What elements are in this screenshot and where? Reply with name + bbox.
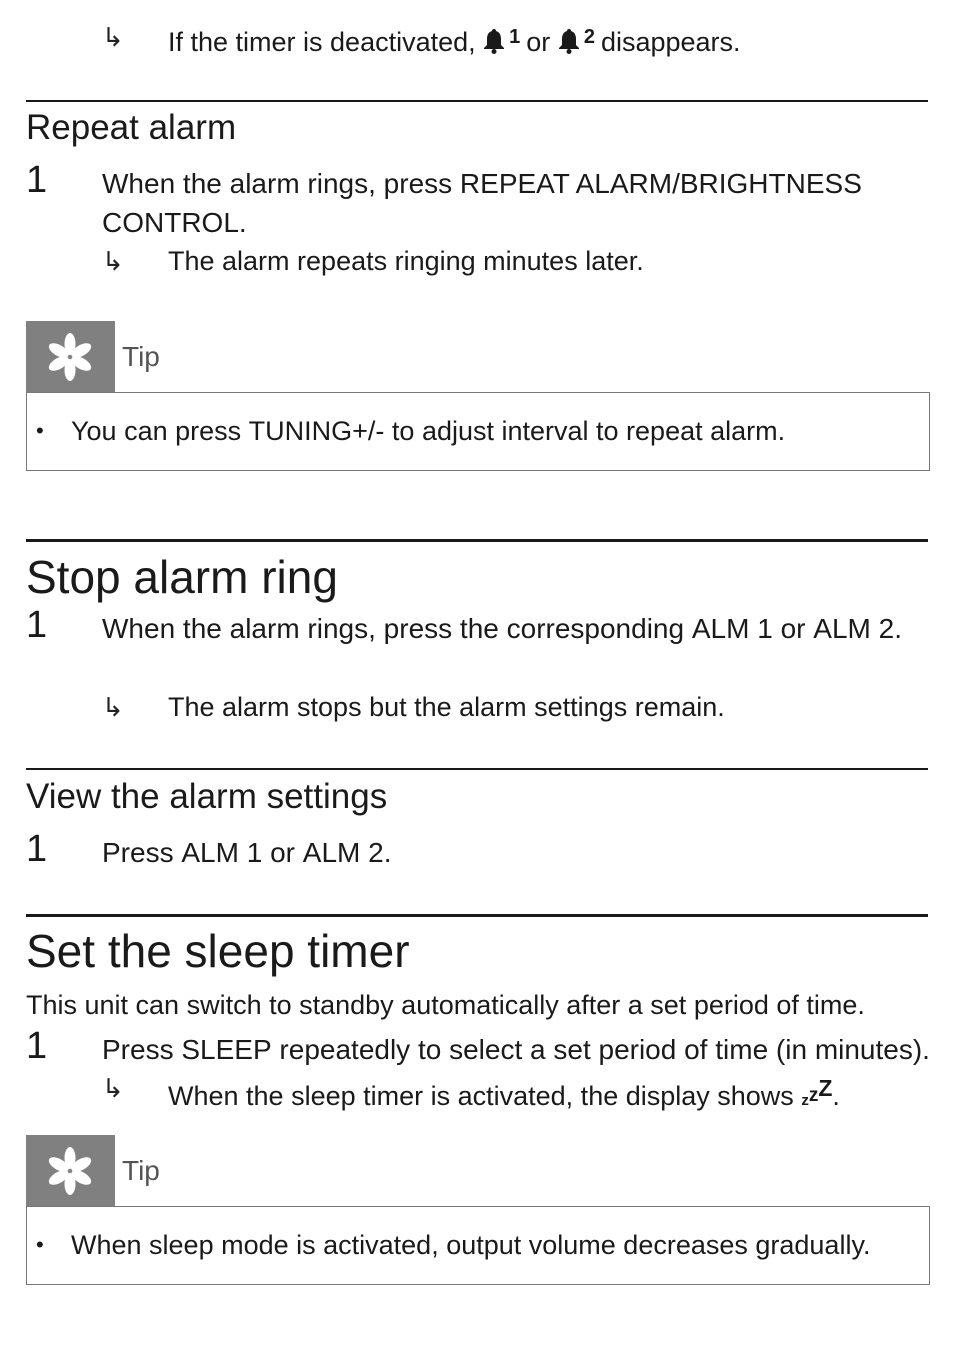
bullet: • [36,418,44,443]
step-number: 1 [26,604,48,646]
section-divider [26,914,928,917]
alarm1-number: 1 [509,26,521,48]
bell-icon [558,28,580,54]
step-number: 1 [26,828,48,870]
key-label: ALM 1 [181,837,263,868]
tip-text: You can press TUNING+/- to adjust interval to repeat alarm. [71,416,786,446]
result-arrow-icon: ↳ [102,1073,124,1103]
tip-header [26,1135,930,1207]
sleep-timer-intro: This unit can switch to standby automatically after a set period of time. [26,990,865,1020]
sleep-timer-heading: Set the sleep timer [26,925,410,977]
section-divider [26,539,928,542]
tip-label: Tip [122,341,160,372]
tip-box [26,1206,930,1285]
result-arrow-icon: ↳ [102,246,124,276]
key-label: ALM 2 [813,613,895,644]
repeat-alarm-heading: Repeat alarm [26,108,237,147]
key-label: ALM 2 [302,837,384,868]
step-number: 1 [26,1025,48,1067]
tip-text: When sleep mode is activated, output volume decreases gradually. [71,1230,871,1260]
stop-alarm-heading: Stop alarm ring [26,551,338,603]
tip-box [26,392,930,471]
tip-badge [26,321,115,393]
tip-badge [26,1135,115,1207]
key-label: SLEEP [181,1034,272,1065]
section-divider [26,768,928,770]
result-text: If the timer is deactivated, $^1$ or $^2$ disappears. [168,26,741,57]
view-alarm-step: Press ALM 1 or ALM 2. [102,837,392,868]
asterisk-icon [44,331,96,383]
repeat-alarm-step: When the alarm rings, press REPEAT ALARM/BRIGHTNESS CONTROL. [102,168,862,238]
step-number: 1 [26,159,48,201]
key-label: REPEAT ALARM/BRIGHTNESS CONTROL [102,168,862,238]
tip-header [26,321,930,393]
tip-label: Tip [122,1155,160,1186]
asterisk-icon [44,1145,96,1197]
sleep-timer-step: Press SLEEP repeatedly to select a set period of time (in minutes). [102,1034,930,1065]
view-alarm-heading: View the alarm settings [26,777,388,816]
sleep-zzz-icon: zzZ [801,1075,833,1109]
key-label: TUNING+/- [248,416,385,446]
bell-icon [483,28,505,54]
result-arrow-icon: ↳ [102,692,124,722]
section-divider [26,100,928,102]
result-arrow-icon: ↳ [102,22,124,52]
alarm2-number: 2 [583,26,595,48]
stop-alarm-step: When the alarm rings, press the corresponding ALM 1 or ALM 2. [102,613,902,644]
key-label: ALM 1 [691,613,773,644]
bullet: • [36,1232,44,1257]
